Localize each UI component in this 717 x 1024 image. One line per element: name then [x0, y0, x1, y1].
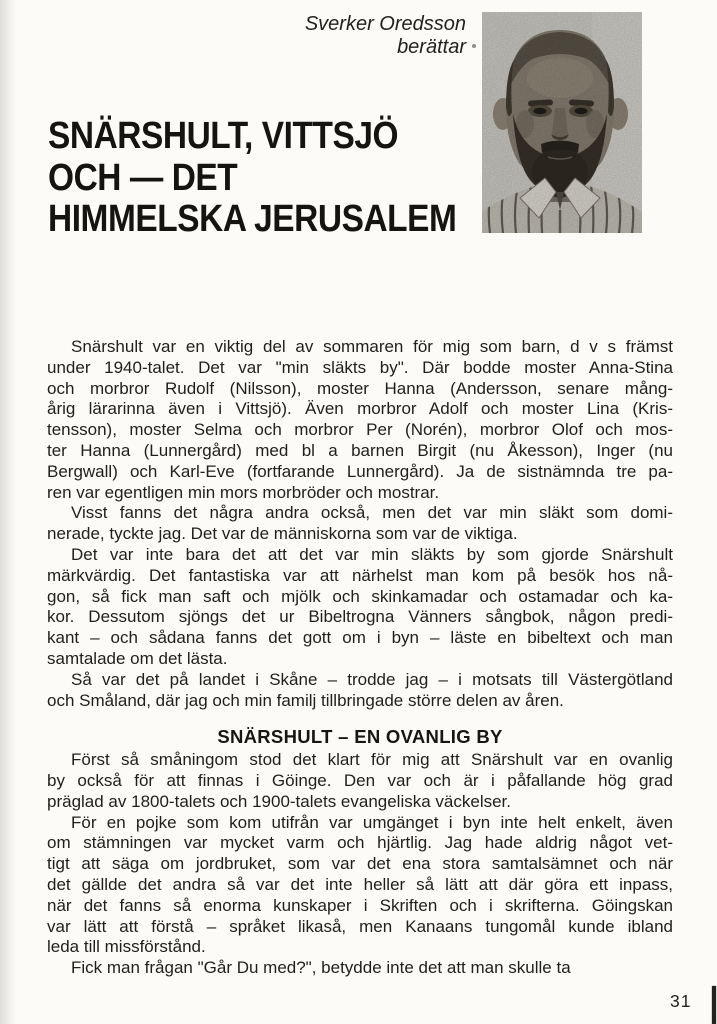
paragraph	[47, 958, 673, 979]
text-line: det gällde det andra så var det inte heller så lätt att där göra ett inpass,	[47, 874, 673, 894]
title-line: OCH — DET	[48, 156, 238, 199]
section-heading: SNÄRSHULT – EN OVANLIG BY	[217, 726, 503, 748]
scan-speck	[472, 44, 476, 48]
text-line: årig lärarinna även i Vittsjö). Även morbror Adolf och moster Lina (Kris-	[47, 399, 673, 419]
text-line: ren var egentligen min mors morbröder och mostrar.	[47, 482, 440, 502]
paragraph	[47, 503, 673, 545]
page-number: 31	[670, 991, 692, 1011]
text-line: by också för att finnas i Göinge. Den var och är i påfallande hög grad	[47, 770, 673, 790]
text-line: Det var inte bara det att det var min släkts by som gjorde Snärshult	[71, 544, 673, 564]
text-line: var lätt att förstå – språket likaså, men Kanaans tungomål kunde ibland	[47, 916, 673, 936]
text-line: Snärshult var en viktig del av sommaren för mig som barn, d v s främst	[71, 337, 673, 356]
text-line: och Småland, där jag och min familj tillbringade större delen av åren.	[47, 690, 564, 710]
byline-author: Sverker Oredsson	[304, 13, 466, 35]
text-line: gon, så fick man saft och mjölk och skinkamadar och ostamadar och ka-	[47, 586, 673, 606]
text-line: märkvärdig. Det fantastiska var att närhelst man kom på besök hos nå-	[47, 565, 673, 585]
text-line: leda till missförstånd.	[47, 937, 206, 957]
text-line: präglad av 1800-talets och 1900-talets evangeliska väckelser.	[47, 791, 512, 811]
text-line: Fick man frågan "Går Du med?", betydde inte det att man skulle ta	[71, 958, 571, 978]
byline	[0, 13, 466, 59]
article-body	[47, 337, 673, 979]
text-line: För en pojke som kom utifrån var umgänget i byn inte helt enkelt, även	[71, 812, 673, 832]
text-line: Först så småningom stod det klart för mig att Snärshult var en ovanlig	[71, 750, 673, 770]
title-line: SNÄRSHULT, VITTSJÖ	[48, 115, 399, 157]
text-line: när det fanns så enorma kunskaper i Skriften och i skrifterna. Göingskan	[47, 895, 673, 915]
text-line: om stämningen var mycket varm och hjärtlig. Jag hade aldrig något vet-	[47, 833, 673, 853]
scan-artifact-bar	[712, 986, 716, 1024]
text-line: Bergwall) och Karl-Eve (fortfarande Lunnergård). Ja de sistnämnda tre pa-	[47, 461, 673, 481]
text-line: kant – och sådana fanns det gott om i byn – läste en bibeltext och man	[47, 628, 673, 648]
paragraph	[47, 750, 673, 812]
paragraph	[47, 545, 673, 670]
text-line: kor. Dessutom sjöngs det ur Bibeltrogna Vänners sångbok, någon predi-	[47, 607, 673, 627]
text-line: samtalade om det lästa.	[47, 648, 228, 668]
text-line: nerade, tyckte jag. Det var de människorna som var de viktiga.	[47, 524, 518, 544]
text-line: tigt att säga om jordbruket, som var det ena stora samtalsämnet och när	[47, 854, 673, 874]
paragraph	[47, 337, 673, 503]
paragraph	[47, 813, 673, 959]
text-line: tensson), moster Selma och morbror Per (Norén), morbror Olof och mos-	[47, 420, 673, 440]
article-title	[48, 116, 541, 241]
text-line: Visst fanns det några andra också, men det var min släkt som domi-	[71, 503, 673, 523]
text-line: ter Hanna (Lunnergård) med bl a barnen Birgit (nu Åkesson), Inger (nu	[47, 440, 673, 460]
scan-edge-shadow	[0, 0, 16, 1024]
byline-verb: berättar	[397, 36, 466, 58]
text-line: under 1940-talet. Det var "min släkts by". Där bodde moster Anna-Stina	[47, 357, 673, 377]
title-line: HIMMELSKA JERUSALEM	[48, 198, 457, 240]
paragraph	[47, 670, 673, 712]
text-line: och morbror Rudolf (Nilsson), moster Hanna (Andersson, senare mång-	[47, 378, 673, 398]
text-line: Så var det på landet i Skåne – trodde jag – i motsats till Västergötland	[71, 669, 673, 689]
